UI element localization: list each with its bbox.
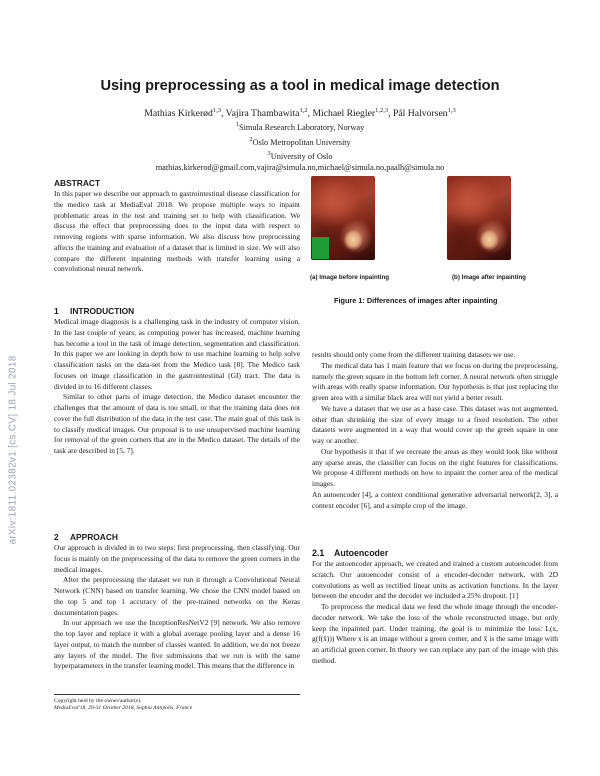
subsection-heading [312, 548, 558, 559]
arxiv-stamp-text: arXiv:1811.02382v1 [cs.CV] 18 Jul 2018 [7, 355, 19, 545]
affiliation-name: University of Oslo [270, 151, 333, 161]
affiliation [0, 135, 600, 148]
author-name: Mathias Kirkerød [144, 108, 213, 120]
abstract-text: In this paper we describe our approach to gastrointestinal disease classification for the medico task at MediaEval 2018. We propose multiple ways to inpaint problematic areas in the test and training set to help with classification. We discuss the effect that preprocessing does to the input data with respect to removing regions with sparse information. We also discuss how preprocessing affects the training and evaluation of a dataset that is limited in size. We will also compare the different inpainting methods with transfer learning using a convolutional neural network. [54, 189, 300, 274]
section-heading [54, 532, 300, 543]
endoscopy-image-after [447, 176, 511, 260]
affiliation [0, 149, 600, 162]
paragraph: In our approach we use the InceptionResNetV2 [9] network. We also remove the top layer and replace it with a global average pooling layer and a dense 16 layer output, to match the number of classes wanted. In addition, we do not freeze any layers of the model. The five submissions that we run is with the same hyperparameters in the transfer learning model. This means that the difference in [54, 618, 300, 671]
abstract-heading: ABSTRACT [54, 178, 101, 188]
endoscopy-image-before [311, 176, 375, 260]
affiliation-name: Oslo Metropolitan University [252, 137, 351, 147]
affiliation-name: Simula Research Laboratory, Norway [238, 123, 365, 132]
paragraph: Our approach is divided in to two steps: first preprocessing, then classifying. Our focus is mainly on the preprocessing of the data to remove the green corners in the medical images. [54, 543, 300, 574]
author-name: Michael Riegler [312, 108, 376, 120]
author-affiliation-mark: 1,3 [212, 107, 221, 114]
subsection-number: 2.1 [312, 548, 325, 558]
subcaption-b: (b) Image after inpainting [452, 274, 526, 281]
section-heading [54, 306, 300, 317]
green-corner-square [312, 237, 329, 259]
paragraph: After the preprocessing the dataset we run it through a Convolutional Neural Network (CNN) based on transfer learning. We chose the CNN model based on the top 5 and top 1 accuracy of the pre-trained networks on the Keras documentation pages. [54, 575, 300, 617]
paper-title: Using preprocessing as a tool in medical image detection [100, 78, 500, 94]
abstract-section [54, 178, 300, 275]
author-affiliation-mark: 1,2 [299, 107, 308, 114]
paragraph: For the autoencoder approach, we created and trained a custom autoencoder from scratch. Our autoencoder consist of a encoder-decoder network, with 2D convolutions as well as rectified linear units as activation functions. In the layer between the encoder and the decoder we included a 25% dropout. [1] [312, 559, 558, 601]
paragraph: Our hypothesis it that if we recreate the areas as they would look like without any sparse areas, the classifier can focus on the right features for classifications. We propose 4 different methods on how to inpaint the corner area of the medical images. [312, 446, 558, 488]
paper-header [0, 78, 600, 172]
subsection-title: Autoencoder [334, 548, 389, 558]
author-name: Pål Halvorsen [392, 108, 448, 120]
arxiv-stamp [2, 300, 24, 600]
paragraph: We have a dataset that we use as a base case. This dataset was not augmented, other than shrinking the size of every image to a fixed resolution. The other datasets were augmented in a way that would cover up the green square in one way or another. [312, 403, 558, 445]
paragraph: Medical image diagnosis is a challenging task in the industry of computer vision. In the last couple of years, as computing power has increased, machine learning has become a tool in the task of image detection, segmentation and classification. In this paper we are looking in depth how to use machine learning to help solve classification tasks on the data-set from the Medico task [8]. The Medico task focuses on image classification in the gastrointestinal (GI) tract. The data is divided in to 16 different classes. [54, 317, 300, 391]
introduction-section [54, 306, 300, 457]
approach-section [54, 532, 300, 672]
copyright-notice [54, 694, 300, 712]
affiliation-mark: 2 [249, 135, 253, 143]
right-column-text [312, 350, 558, 511]
author-affiliation-mark: 1,2,3 [375, 107, 389, 114]
copyright-line: Copyright held by the owner/author(s). [54, 698, 142, 704]
author-name: Vajira Thambawita [225, 108, 300, 120]
section-number: 2 [54, 532, 59, 542]
section-number: 1 [54, 306, 59, 316]
author-affiliation-mark: 1,3 [447, 107, 456, 114]
endoscopy-photo [447, 176, 511, 260]
paragraph: To preprocess the medical data we feed the whole image through the encoder-decoder network. We take the loss of the whole reconstructed image, but only keep the inpainted part. Under training, the goal is to minimize the loss: L(x, g(f(x̃))) Where x is an image without a green corner, and x̃ is the same image with an artificial green corner. In theory we can replace any part of the image with this method. [312, 602, 558, 665]
affiliation [0, 120, 600, 133]
section-title: INTRODUCTION [70, 306, 135, 316]
section-title: APPROACH [70, 532, 118, 542]
paragraph: Similar to other parts of image detection, the Medico dataset encounter the challenges that the amount of data is too small, or that the training data does not cover the full distribution of the data in the test case. The main goal of this task is to classify medical images. Our proposal is to use unsupervised machine learning for removal of the green corners that are in the Medico dataset. The details of the task are described in [5, 7]. [54, 392, 300, 455]
paragraph: An autoencoder [4], a context conditional generative adversarial network[2, 3], a context encoder [6], and a simple crop of the image. [312, 489, 558, 510]
paragraph: results should only come from the different training datasets we use. [312, 350, 516, 359]
affiliation-mark: 1 [235, 121, 239, 129]
subcaption-a: (a) Image before inpainting [310, 274, 390, 281]
venue-line: MediaEval'18, 29-31 October 2018, Sophia Antipolis, France [54, 705, 193, 711]
author-list: Mathias Kirkerød$^{1,3}$, Vajira Thambawita$^{1,2}$, Michael Riegler$^{1,2,3}$, Pål Halvorsen$^{1,3}$ [144, 107, 456, 120]
paragraph: The medical data has 1 main feature that we focus on during the preprocessing, namely the green square in the bottom left corner. A neural network often struggle with areas with really sparse information. Our hypothesis is that just replacing the green area with a similar black area will not yield a better result. [312, 360, 558, 402]
affiliation-mark: 3 [267, 149, 271, 157]
figure-caption: Figure 1: Differences of images after inpainting [334, 296, 498, 305]
autoencoder-section [312, 548, 558, 667]
author-emails: mathias.kirkerod@gmail.com,vajira@simula.no,michael@simula.no,paalh@simula.no [155, 163, 445, 173]
